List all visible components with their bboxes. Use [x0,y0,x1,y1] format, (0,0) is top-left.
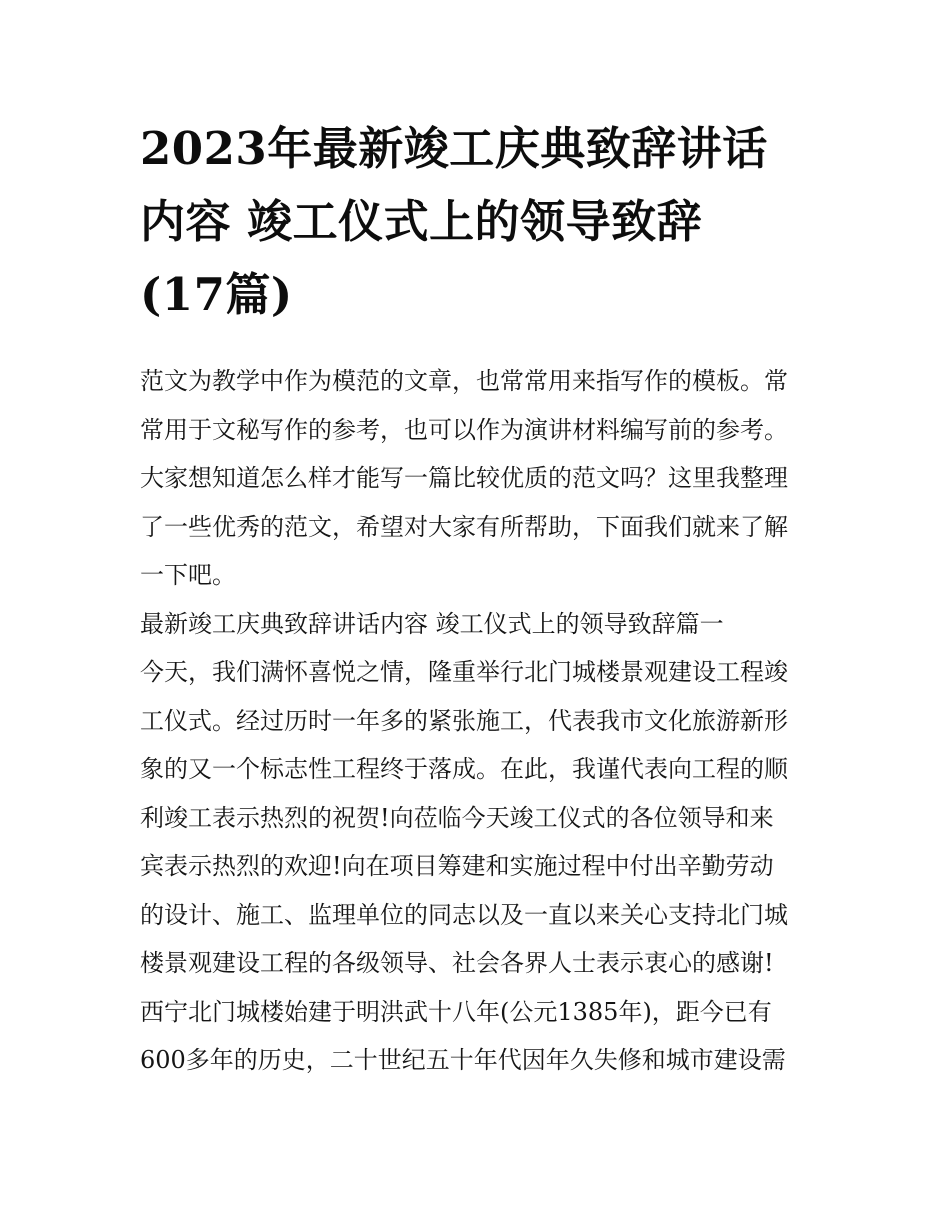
body-line: 象的又一个标志性工程终于落成。在此，我谨代表向工程的顺 [140,755,788,783]
body-line: 楼景观建设工程的各级领导、社会各界人士表示衷心的感谢! [140,949,774,977]
title-line-1: 2023年最新竣工庆典致辞讲话 [140,122,768,175]
body-line: 工仪式。经过历时一年多的紧张施工，代表我市文化旅游新形 [140,706,788,735]
section-heading: 最新竣工庆典致辞讲话内容 竣工仪式上的领导致辞篇一 [140,609,724,638]
body-line: 今天，我们满怀喜悦之情，隆重举行北门城楼景观建设工程竣 [140,658,788,686]
body-line: 了一些优秀的范文，希望对大家有所帮助，下面我们就来了解 [140,512,788,541]
body-line: 常用于文秘写作的参考，也可以作为演讲材料编写前的参考。 [140,415,788,444]
title-line-3: (17篇) [140,268,293,321]
body-line: 范文为教学中作为模范的文章，也常常用来指写作的模板。常 [140,367,788,395]
document-title [140,112,820,331]
body-line: 西宁北门城楼始建于明洪武十八年(公元1385年)，距今已有 [140,997,772,1026]
body-line: 的设计、施工、监理单位的同志以及一直以来关心支持北门城 [140,900,788,929]
body-line: 600多年的历史，二十世纪五十年代因年久失修和城市建设需 [140,1046,786,1074]
body-line: 大家想知道怎么样才能写一篇比较优质的范文吗？这里我整理 [140,464,788,492]
body-line: 宾表示热烈的欢迎!向在项目筹建和实施过程中付出辛勤劳动 [140,852,774,880]
body-line: 利竣工表示热烈的祝贺!向莅临今天竣工仪式的各位领导和来 [140,803,774,832]
title-line-2: 内容 竣工仪式上的领导致辞 [140,195,703,248]
document-body [140,357,820,1085]
body-line: 一下吧。 [140,561,236,589]
